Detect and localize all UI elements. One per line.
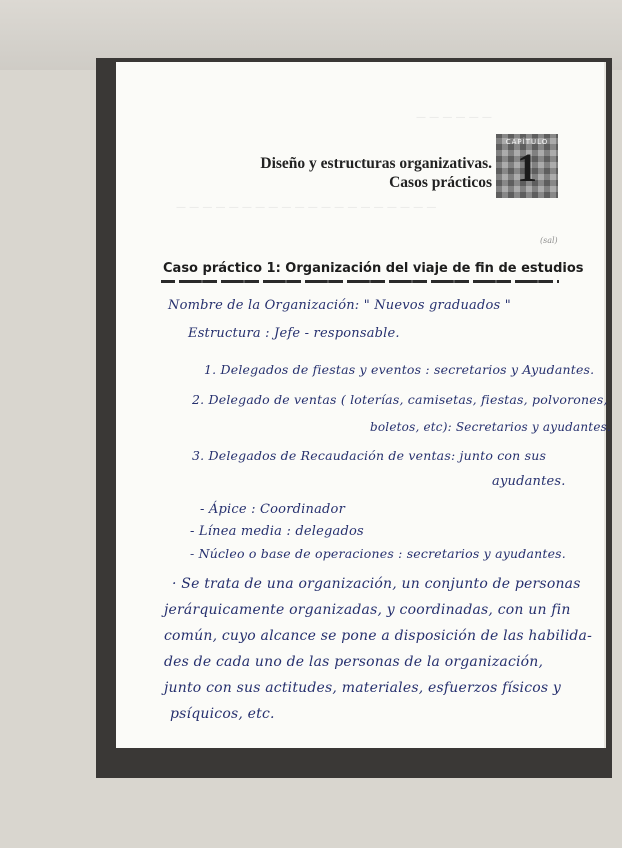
handwritten-line: boletos, etc): Secretarios y ayudantes.: [370, 420, 612, 434]
handwritten-line: junto con sus actitudes, materiales, esfuerzos físicos y: [164, 680, 562, 696]
handwritten-line: Nombre de la Organización: " Nuevos graduados ": [168, 298, 511, 313]
handwritten-line: · Se trata de una organización, un conjunto de personas: [172, 576, 581, 592]
handwritten-line: 3. Delegados de Recaudación de ventas: junto con sus: [192, 448, 547, 463]
bleed-through-text: — — — — — — — — — — — — — — — — — — — —: [176, 202, 437, 213]
chapter-label: CAPÍTULO: [505, 138, 549, 146]
handwritten-line: des de cada uno de las personas de la organización,: [164, 654, 544, 670]
chapter-badge: [496, 134, 558, 198]
handwritten-line: común, cuyo alcance se pone a disposición de las habilida-: [164, 628, 593, 644]
pencil-note: (sal): [540, 236, 558, 245]
handwritten-line: jerárquicamente organizadas, y coordinadas, con un fin: [164, 602, 571, 618]
handwritten-line: - Ápice : Coordinador: [200, 502, 345, 517]
case-title: Caso práctico 1: Organización del viaje de fin de estudios: [163, 261, 584, 276]
book-page: [116, 62, 612, 748]
handwritten-line: - Núcleo o base de operaciones : secretarios y ayudantes.: [190, 546, 566, 561]
heading-line-1: Diseño y estructuras organizativas.: [260, 155, 492, 172]
handwritten-line: ayudantes.: [492, 474, 566, 489]
handwritten-line: Estructura : Jefe - responsable.: [188, 326, 400, 341]
handwritten-line: - Línea media : delegados: [190, 524, 364, 539]
handwritten-line: 1. Delegados de fiestas y eventos : secretarios y Ayudantes.: [204, 362, 595, 377]
chapter-heading: [260, 154, 492, 192]
handwritten-line: 2. Delegado de ventas ( loterías, camisetas, fiestas, polvorones,: [192, 392, 608, 407]
chapter-number: 1: [517, 145, 537, 190]
bleed-through-text: — — — — — —: [416, 112, 492, 123]
heading-line-2: Casos prácticos: [389, 174, 492, 191]
handwritten-line: psíquicos, etc.: [170, 706, 275, 722]
title-rule: [161, 280, 559, 283]
